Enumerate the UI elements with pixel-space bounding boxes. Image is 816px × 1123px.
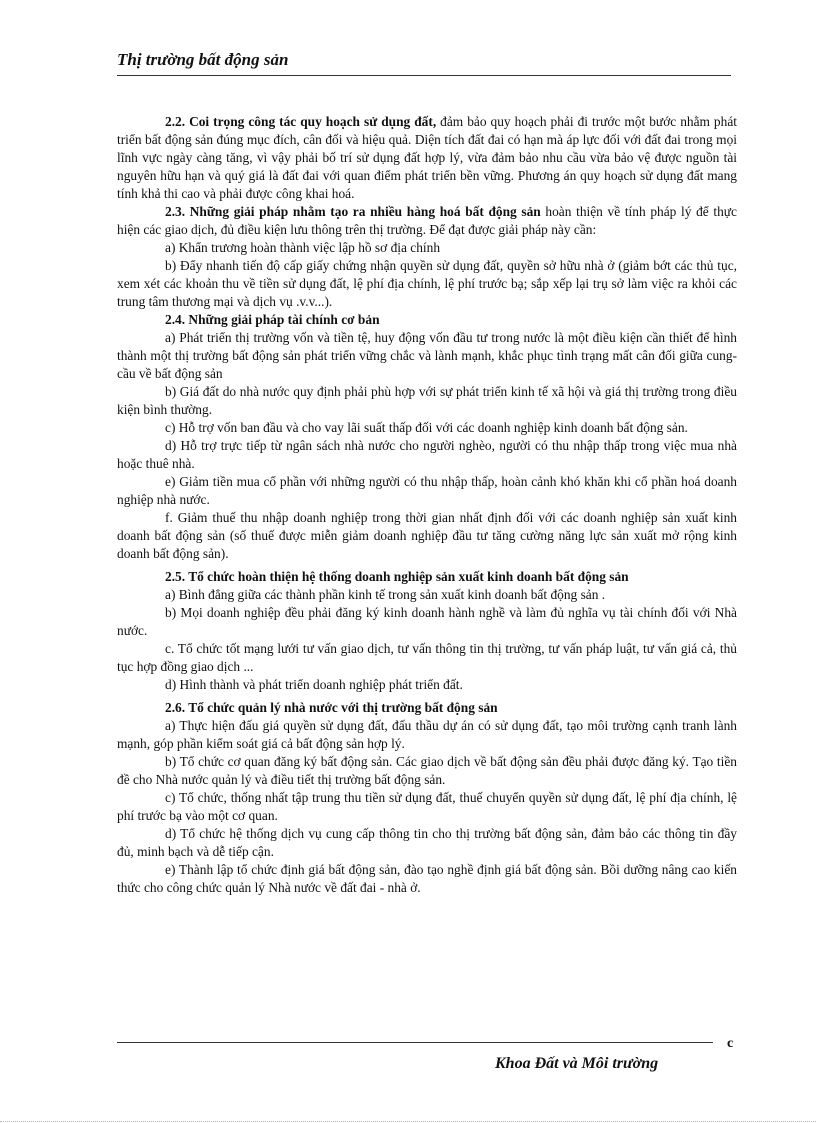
section-2-4-heading: 2.4. Những giải pháp tài chính cơ bản xyxy=(165,312,380,327)
page-number: c xyxy=(727,1036,734,1051)
page-bottom-edge xyxy=(0,1121,816,1122)
section-2-2-heading: 2.2. Coi trọng công tác quy hoạch sử dụng đất, xyxy=(165,114,437,129)
document-body xyxy=(117,113,737,897)
list-item: b) Tổ chức cơ quan đăng ký bất động sản. Các giao dịch về bất động sản đều phải được đăng ký. Tạo tiền đề cho Nhà nước quản lý và điều tiết thị trường bất động sản. xyxy=(117,754,737,787)
section-2-3-paragraph xyxy=(117,203,737,239)
section-2-2-text: đảm bảo quy hoạch phải đi trước một bước nhằm phát triển bất động sản đúng mục đích, cân đối và hiệu quả. Diện tích đất đai có hạn mà áp lực đối với đất đai trong mọi lĩnh vực ngày càng tăng, vì vậy phải bố trí sử dụng đất hợp lý, vừa đảm bảo nhu cầu vừa bảo vệ được nguồn tài nguyên hữu hạn và quý giá là đất đai với quan điểm phát triển bền vững. Phương án quy hoạch sử dụng đất mang tính khả thi cao và phải được công khai hoá. xyxy=(117,114,737,201)
list-item: e) Thành lập tổ chức định giá bất động sản, đào tạo nghề định giá bất động sản. Bồi dưỡng nâng cao kiến thức cho công chức quản lý Nhà nước về đất đai - nhà ở. xyxy=(117,862,737,895)
page-footer-text: Khoa Đất và Môi trường xyxy=(495,1055,659,1072)
list-item: c. Tổ chức tốt mạng lưới tư vấn giao dịch, tư vấn thông tin thị trường, tư vấn pháp luật, tư vấn giá cả, thủ tục hợp đồng giao dịch ... xyxy=(117,641,737,674)
section-2-6-heading: 2.6. Tổ chức quản lý nhà nước với thị trường bất động sản xyxy=(165,700,498,715)
page-header-title: Thị trường bất động sản xyxy=(117,50,289,69)
list-item: a) Phát triển thị trường vốn và tiền tệ, huy động vốn đầu tư trong nước là một điều kiện cần thiết để hình thành một thị trường bất động sản phát triển vững chắc và lành mạnh, khắc phục tình trạng mất cân đối giữa cung-cầu về bất động sản xyxy=(117,330,737,381)
section-2-2-paragraph xyxy=(117,113,737,203)
list-item: b) Mọi doanh nghiệp đều phải đăng ký kinh doanh hành nghề và làm đủ nghĩa vụ tài chính đối với Nhà nước. xyxy=(117,605,737,638)
footer-divider xyxy=(117,1042,713,1043)
list-item: a) Khẩn trương hoàn thành việc lập hồ sơ địa chính xyxy=(165,240,441,255)
list-item: b) Đẩy nhanh tiến độ cấp giấy chứng nhận quyền sử dụng đất, quyền sở hữu nhà ở (giảm bớt các thủ tục, xem xét các khoản thu về tiền sử dụng đất, lệ phí địa chính, lệ phí trước bạ; sắp xếp lại trụ sở làm việc ra khỏi các trung tâm thương mại và dịch vụ .v.v...). xyxy=(117,258,737,309)
list-item: b) Giá đất do nhà nước quy định phải phù hợp với sự phát triển kinh tế xã hội và giá thị trường trong điều kiện bình thường. xyxy=(117,384,737,417)
list-item: c) Tổ chức, thống nhất tập trung thu tiền sử dụng đất, thuế chuyển quyền sử dụng đất, lệ phí địa chính, lệ phí trước bạ vào một cơ quan. xyxy=(117,790,737,823)
list-item: a) Thực hiện đấu giá quyền sử dụng đất, đấu thầu dự án có sử dụng đất, tạo môi trường cạnh tranh lành mạnh, góp phần kiểm soát giá cả bất động sản hợp lý. xyxy=(117,718,737,751)
header-divider xyxy=(117,75,731,76)
list-item: f. Giảm thuế thu nhập doanh nghiệp trong thời gian nhất định đối với các doanh nghiệp sản xuất kinh doanh bất động sản (số thuế được miễn giảm doanh nghiệp đầu tư tăng cường năng lực sản xuất mở rộng kinh doanh bất động sản). xyxy=(117,510,737,561)
list-item: d) Hình thành và phát triển doanh nghiệp phát triển đất. xyxy=(165,677,463,692)
list-item: d) Tổ chức hệ thống dịch vụ cung cấp thông tin cho thị trường bất động sản, đảm bảo các thông tin đầy đủ, minh bạch và dễ tiếp cận. xyxy=(117,826,737,859)
section-2-3-text: hoàn thiện về tính pháp lý để thực hiện các giao dịch, đủ điều kiện lưu thông trên thị trường. Để đạt được giải pháp này cần: xyxy=(117,204,737,237)
list-item: e) Giảm tiền mua cổ phần với những người có thu nhập thấp, hoàn cảnh khó khăn khi cổ phần hoá doanh nghiệp nhà nước. xyxy=(117,474,737,507)
list-item: d) Hỗ trợ trực tiếp từ ngân sách nhà nước cho người nghèo, người có thu nhập thấp trong việc mua nhà hoặc thuê nhà. xyxy=(117,438,737,471)
list-item: c) Hỗ trợ vốn ban đầu và cho vay lãi suất thấp đối với các doanh nghiệp kinh doanh bất động sản. xyxy=(165,420,688,435)
section-2-3-heading: 2.3. Những giải pháp nhằm tạo ra nhiều hàng hoá bất động sản xyxy=(165,204,541,219)
list-item: a) Bình đẳng giữa các thành phần kinh tế trong sản xuất kinh doanh bất động sản . xyxy=(165,587,606,602)
section-2-5-heading: 2.5. Tổ chức hoàn thiện hệ thống doanh nghiệp sản xuất kinh doanh bất động sản xyxy=(165,569,629,584)
